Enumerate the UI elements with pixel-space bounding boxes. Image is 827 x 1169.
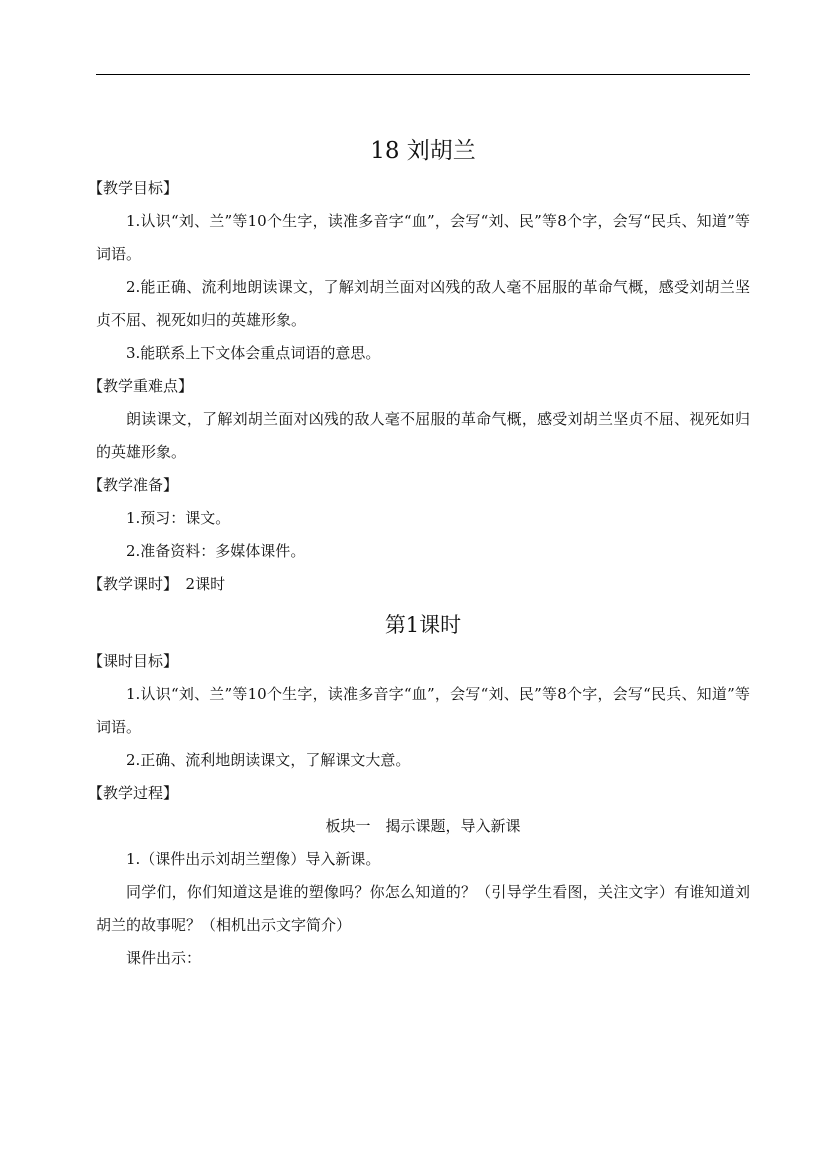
document-body	[88, 130, 750, 975]
lesson-goal-item: 2.正确、流利地朗读课文，了解课文大意。	[126, 751, 411, 769]
teaching-goals-heading: 【教学目标】	[88, 179, 179, 197]
key-points-heading: 【教学重难点】	[88, 377, 194, 395]
key-points-text: 朗读课文，了解刘胡兰面对凶残的敌人毫不屈服的革命气概，感受刘胡兰坚贞不屈、视死如归的英雄形象。	[96, 410, 750, 461]
preparation-item: 1.预习：课文。	[126, 509, 231, 527]
lesson-goals-heading: 【课时目标】	[88, 652, 179, 670]
lesson-title: 第1课时	[384, 613, 462, 637]
process-paragraph: 课件出示：	[126, 949, 202, 967]
process-paragraph: 同学们，你们知道这是谁的塑像吗？你怎么知道的？（引导学生看图，关注文字）有谁知道刘胡兰的故事呢？（相机出示文字简介）	[96, 883, 750, 934]
teaching-goal-item: 3.能联系上下文体会重点词语的意思。	[126, 344, 381, 362]
document-title: 18 刘胡兰	[370, 138, 476, 164]
class-hours-line	[88, 568, 750, 601]
preparation-heading: 【教学准备】	[88, 476, 179, 494]
header-rule	[96, 74, 750, 75]
process-paragraph: 1.（课件出示刘胡兰塑像）导入新课。	[126, 850, 381, 868]
block-title: 板块一 揭示课题，导入新课	[325, 817, 521, 835]
teaching-goal-item: 1.认识“刘、兰”等10个生字，读准多音字“血”，会写“刘、民”等8个字，会写“民兵、知道”等词语。	[96, 212, 750, 263]
lesson-goal-item: 1.认识“刘、兰”等10个生字，读准多音字“血”，会写“刘、民”等8个字，会写“民兵、知道”等词语。	[96, 685, 750, 736]
process-heading: 【教学过程】	[88, 784, 179, 802]
teaching-goal-item: 2.能正确、流利地朗读课文，了解刘胡兰面对凶残的敌人毫不屈服的革命气概，感受刘胡兰坚贞不屈、视死如归的英雄形象。	[96, 278, 750, 329]
preparation-item: 2.准备资料：多媒体课件。	[126, 542, 306, 560]
class-hours-value: 2课时	[185, 575, 226, 593]
class-hours-heading: 【教学课时】	[88, 575, 171, 593]
